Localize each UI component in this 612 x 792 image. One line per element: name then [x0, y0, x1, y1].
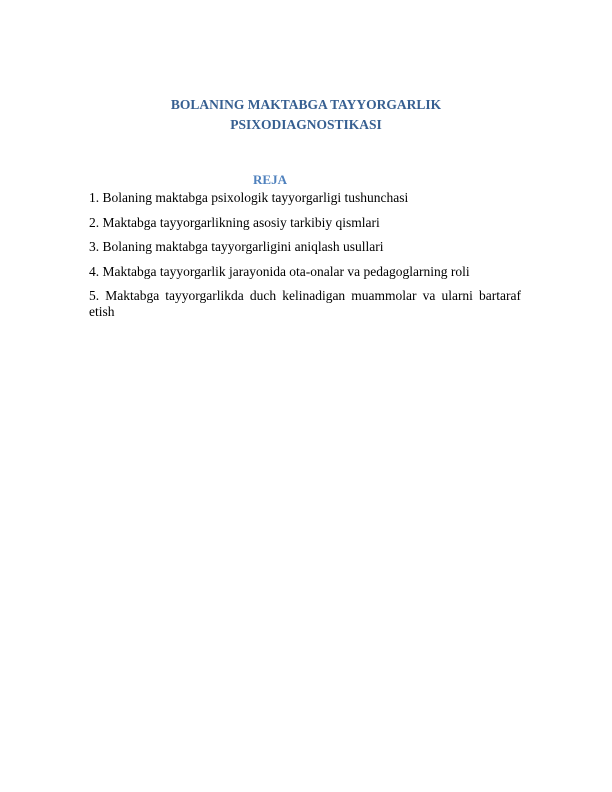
plan-item-2: 2. Maktabga tayyorgarlikning asosiy tarkibiy qismlari: [89, 214, 380, 230]
document-title-line-2: PSIXODIAGNOSTIKASI: [230, 117, 382, 132]
plan-list: [89, 190, 521, 329]
document-title: [90, 95, 522, 135]
document-title-line-1: BOLANING MAKTABGA TAYYORGARLIK: [170, 97, 442, 112]
plan-item-1: 1. Bolaning maktabga psixologik tayyorgarligi tushunchasi: [89, 190, 409, 205]
plan-item-4: 4. Maktabga tayyorgarlik jarayonida ota-onalar va pedagoglarning roli: [89, 263, 470, 279]
plan-item-3: 3. Bolaning maktabga tayyorgarligini aniqlash usullari: [89, 239, 384, 254]
plan-item-5: 5. Maktabga tayyorgarlikda duch kelinadigan muammolar va ularni bartaraf etish: [89, 288, 521, 319]
plan-heading: REJA: [253, 172, 287, 187]
